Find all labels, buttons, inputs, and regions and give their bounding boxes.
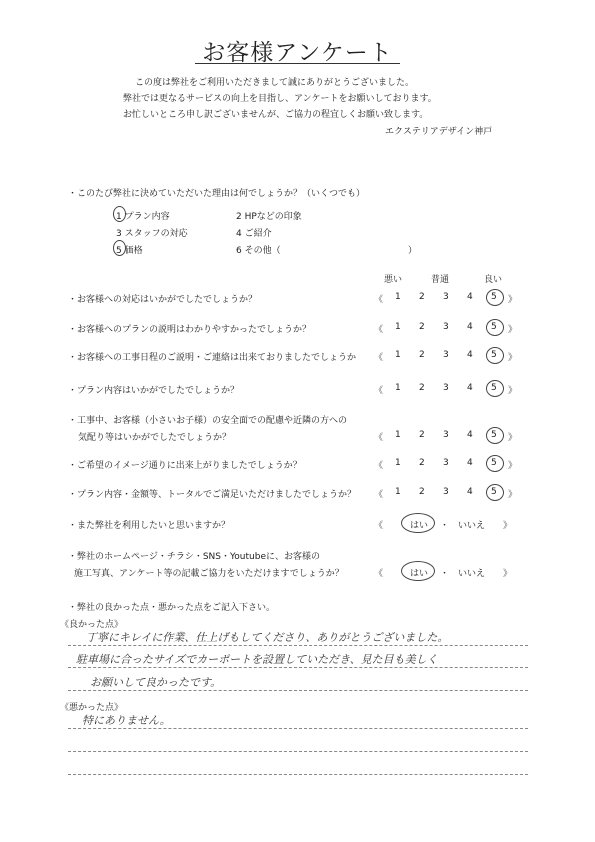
rating-option-2[interactable]: 2 xyxy=(419,383,425,393)
rating-close-bracket: 》 xyxy=(508,325,518,335)
good-line-rule-3 xyxy=(68,690,528,691)
rating-option-3[interactable]: 3 xyxy=(443,430,449,440)
sns-yes-circle xyxy=(401,561,435,581)
bad-points-label: 《悪かった点》 xyxy=(60,703,124,713)
rating-question-text-2: 気配り等はいかがでしたでしょうか？ xyxy=(78,433,232,443)
rating-question-text: ・プラン内容・金額等、トータルでご満足いただけましたでしょうか？ xyxy=(68,490,357,500)
rating-open-bracket: 《 xyxy=(374,386,384,396)
q1-option-5[interactable]: 5 価格 xyxy=(116,246,143,256)
q1-option-6[interactable]: 6 その他（ xyxy=(236,246,281,256)
rating-option-2[interactable]: 2 xyxy=(419,458,425,468)
good-line-rule-2 xyxy=(68,667,528,668)
rating-open-bracket: 《 xyxy=(374,295,384,305)
rating-question-text: ・ご希望のイメージ通りに出来上がりましたでしょうか？ xyxy=(68,461,302,471)
sns-no[interactable]: いいえ xyxy=(458,569,486,579)
rating-option-3[interactable]: 3 xyxy=(443,350,449,360)
scale-header-normal: 普通 xyxy=(431,275,450,285)
repeat-no[interactable]: いいえ xyxy=(458,521,486,531)
sns-question-line-1: ・弊社のホームページ・チラシ・SNS・Youtubeに、お客様の xyxy=(68,552,320,562)
rating-option-3[interactable]: 3 xyxy=(443,292,449,302)
rating-question-text: ・工事中、お客様（小さいお子様）の安全面での配慮や近隣の方への xyxy=(68,416,348,426)
rating-option-1[interactable]: 1 xyxy=(395,430,401,440)
q1-option-2[interactable]: 2 HPなどの印象 xyxy=(236,212,302,222)
rating-open-bracket: 《 xyxy=(374,325,384,335)
rating-option-4[interactable]: 4 xyxy=(467,487,473,497)
rating-option-5[interactable]: 5 xyxy=(491,487,497,497)
repeat-separator: ・ xyxy=(440,521,450,531)
rating-selected-circle xyxy=(486,484,504,501)
scale-header-bad: 悪い xyxy=(384,275,403,285)
rating-selected-circle xyxy=(486,289,504,306)
rating-option-4[interactable]: 4 xyxy=(467,292,473,302)
rating-option-3[interactable]: 3 xyxy=(443,383,449,393)
sns-open-bracket: 《 xyxy=(374,569,384,579)
rating-option-1[interactable]: 1 xyxy=(395,322,401,332)
repeat-question-text: ・また弊社を利用したいと思いますか？ xyxy=(68,521,231,531)
rating-option-4[interactable]: 4 xyxy=(467,322,473,332)
rating-selected-circle xyxy=(486,455,504,472)
rating-question-text: ・お客様へのプランの説明はわかりやすかったでしょうか？ xyxy=(68,325,312,335)
rating-option-2[interactable]: 2 xyxy=(419,322,425,332)
rating-option-5[interactable]: 5 xyxy=(491,350,497,360)
intro-line-2: 弊社では更なるサービスの向上を目指し、アンケートをお願いしております。 xyxy=(123,94,437,104)
rating-selected-circle xyxy=(486,347,504,364)
scale-header-good: 良い xyxy=(484,275,503,285)
q1-option-4[interactable]: 4 ご紹介 xyxy=(236,229,272,239)
sns-question-line-2: 施工写真、アンケート等の記載ご協力をいただけますでしょうか？ xyxy=(74,569,344,579)
rating-selected-circle xyxy=(486,427,504,444)
rating-question-text: ・お客様への対応はいかがでしたでしょうか？ xyxy=(68,295,258,305)
rating-option-1[interactable]: 1 xyxy=(395,350,401,360)
comments-prompt: ・弊社の良かった点・悪かった点をご記入下さい。 xyxy=(68,603,276,613)
q1-option-6-close: ） xyxy=(408,246,418,256)
bad-line-rule-1 xyxy=(68,728,528,729)
company-name: エクステリアデザイン神戸 xyxy=(385,127,493,137)
rating-open-bracket: 《 xyxy=(374,461,384,471)
q1-circle-5 xyxy=(113,240,126,256)
good-points-line-2: 駐車場に合ったサイズでカーポートを設置していただき、見た目も美しく xyxy=(76,653,438,666)
rating-option-4[interactable]: 4 xyxy=(467,350,473,360)
good-points-label: 《良かった点》 xyxy=(60,620,124,630)
rating-option-1[interactable]: 1 xyxy=(395,458,401,468)
rating-close-bracket: 》 xyxy=(508,433,518,443)
sns-yes[interactable]: はい xyxy=(410,569,429,579)
good-points-line-3: お願いして良かったです。 xyxy=(90,676,222,689)
rating-question-text: ・プラン内容はいかがでしたでしょうか？ xyxy=(68,386,240,396)
bad-line-rule-3 xyxy=(68,774,528,775)
repeat-yes-circle xyxy=(401,513,435,533)
rating-option-2[interactable]: 2 xyxy=(419,292,425,302)
rating-question-text: ・お客様への工事日程のご説明・ご連絡は出来ておりましたでしょうか xyxy=(68,353,357,363)
rating-option-3[interactable]: 3 xyxy=(443,458,449,468)
rating-open-bracket: 《 xyxy=(374,490,384,500)
title-underline xyxy=(195,63,400,64)
rating-option-4[interactable]: 4 xyxy=(467,458,473,468)
rating-option-1[interactable]: 1 xyxy=(395,487,401,497)
rating-option-5[interactable]: 5 xyxy=(491,383,497,393)
q1-text: ・このたび弊社に決めていただいた理由は何でしょうか？（いくつでも） xyxy=(68,189,366,199)
bad-points-line-1: 特にありません。 xyxy=(82,714,171,727)
rating-option-3[interactable]: 3 xyxy=(443,322,449,332)
repeat-yes[interactable]: はい xyxy=(410,521,429,531)
rating-option-5[interactable]: 5 xyxy=(491,430,497,440)
rating-close-bracket: 》 xyxy=(508,386,518,396)
rating-option-4[interactable]: 4 xyxy=(467,430,473,440)
rating-option-5[interactable]: 5 xyxy=(491,322,497,332)
rating-option-2[interactable]: 2 xyxy=(419,350,425,360)
rating-close-bracket: 》 xyxy=(508,490,518,500)
intro-line-3: お忙しいところ申し訳ございませんが、ご協力の程宜しくお願い致します。 xyxy=(123,110,429,120)
rating-option-5[interactable]: 5 xyxy=(491,292,497,302)
page-title: お客様アンケート xyxy=(202,40,393,66)
rating-close-bracket: 》 xyxy=(508,353,518,363)
q1-option-3[interactable]: 3 スタッフの対応 xyxy=(116,229,188,239)
good-line-rule-1 xyxy=(68,645,528,646)
q1-option-1[interactable]: 1 プラン内容 xyxy=(116,212,170,222)
rating-close-bracket: 》 xyxy=(508,295,518,305)
rating-option-1[interactable]: 1 xyxy=(395,292,401,302)
repeat-close-bracket: 》 xyxy=(503,521,513,531)
rating-option-2[interactable]: 2 xyxy=(419,487,425,497)
rating-option-1[interactable]: 1 xyxy=(395,383,401,393)
repeat-open-bracket: 《 xyxy=(374,521,384,531)
rating-option-2[interactable]: 2 xyxy=(419,430,425,440)
rating-selected-circle xyxy=(486,319,504,336)
intro-line-1: この度は弊社をご利用いただきまして誠にありがとうございました。 xyxy=(135,78,415,88)
bad-line-rule-2 xyxy=(68,751,528,752)
rating-close-bracket: 》 xyxy=(508,461,518,471)
good-points-line-1: 丁寧にキレイに作業、仕上げもしてくださり、ありがとうございました。 xyxy=(86,631,449,644)
rating-option-4[interactable]: 4 xyxy=(467,383,473,393)
q1-circle-1 xyxy=(113,206,126,222)
rating-open-bracket: 《 xyxy=(374,353,384,363)
rating-selected-circle xyxy=(486,380,504,397)
sns-separator: ・ xyxy=(440,569,450,579)
rating-option-5[interactable]: 5 xyxy=(491,458,497,468)
rating-option-3[interactable]: 3 xyxy=(443,487,449,497)
sns-close-bracket: 》 xyxy=(503,569,513,579)
rating-open-bracket: 《 xyxy=(374,433,384,443)
